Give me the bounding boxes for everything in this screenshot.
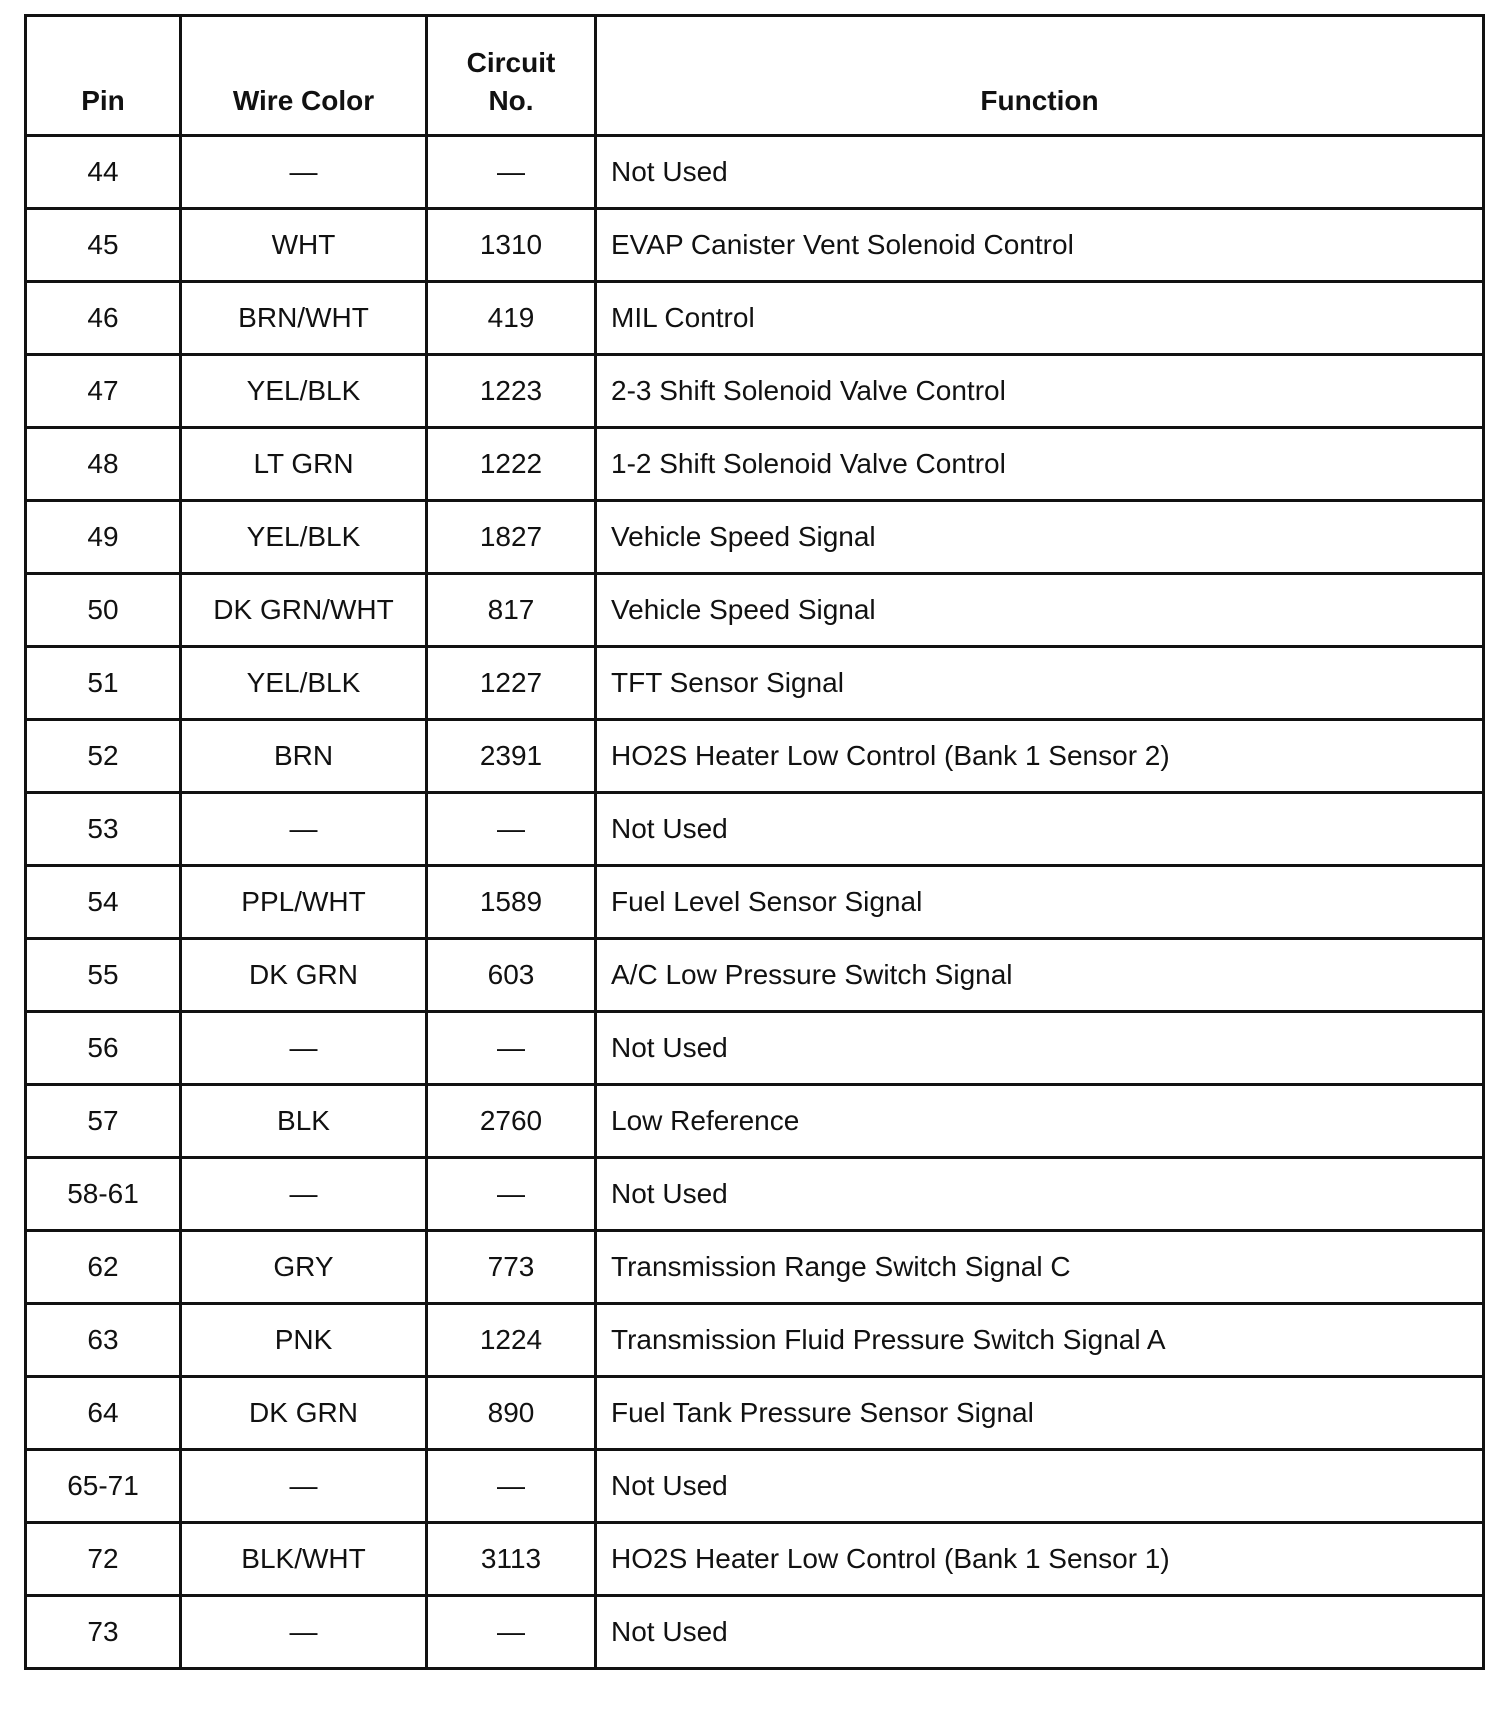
table-row [26,647,1484,720]
cell-circuit-no: 419 [427,282,596,355]
table-row [26,793,1484,866]
cell-circuit-no: 603 [427,939,596,1012]
cell-circuit-no: — [427,793,596,866]
cell-wire-color: DK GRN [181,939,427,1012]
cell-function: 1-2 Shift Solenoid Valve Control [596,428,1484,501]
cell-function: Fuel Tank Pressure Sensor Signal [596,1377,1484,1450]
cell-pin: 58-61 [26,1158,181,1231]
table-row [26,1596,1484,1669]
cell-pin: 53 [26,793,181,866]
cell-pin: 52 [26,720,181,793]
cell-function: MIL Control [596,282,1484,355]
table-row [26,720,1484,793]
cell-pin: 57 [26,1085,181,1158]
cell-wire-color: YEL/BLK [181,647,427,720]
cell-circuit-no: 3113 [427,1523,596,1596]
cell-function: EVAP Canister Vent Solenoid Control [596,209,1484,282]
pinout-table [24,14,1485,1670]
cell-pin: 46 [26,282,181,355]
cell-pin: 62 [26,1231,181,1304]
cell-circuit-no: 1224 [427,1304,596,1377]
header-pin: Pin [26,16,181,136]
cell-wire-color: PPL/WHT [181,866,427,939]
cell-pin: 49 [26,501,181,574]
cell-circuit-no: — [427,136,596,209]
cell-function: Not Used [596,793,1484,866]
cell-function: Not Used [596,1596,1484,1669]
table-row [26,1523,1484,1596]
cell-wire-color: BRN [181,720,427,793]
cell-wire-color: BRN/WHT [181,282,427,355]
cell-pin: 48 [26,428,181,501]
cell-wire-color: YEL/BLK [181,501,427,574]
cell-pin: 47 [26,355,181,428]
table-row [26,866,1484,939]
cell-wire-color: — [181,1450,427,1523]
cell-wire-color: — [181,1158,427,1231]
cell-function: Not Used [596,136,1484,209]
cell-circuit-no: — [427,1450,596,1523]
cell-pin: 65-71 [26,1450,181,1523]
cell-wire-color: DK GRN/WHT [181,574,427,647]
table-row [26,1450,1484,1523]
cell-pin: 54 [26,866,181,939]
header-circuit-no: Circuit No. [427,16,596,136]
cell-wire-color: PNK [181,1304,427,1377]
table-row [26,501,1484,574]
cell-wire-color: BLK [181,1085,427,1158]
cell-circuit-no: 2760 [427,1085,596,1158]
table-row [26,1304,1484,1377]
table-row [26,428,1484,501]
table-row [26,136,1484,209]
cell-function: A/C Low Pressure Switch Signal [596,939,1484,1012]
table-row [26,1085,1484,1158]
header-function: Function [596,16,1484,136]
cell-wire-color: — [181,1012,427,1085]
table-row [26,209,1484,282]
cell-pin: 55 [26,939,181,1012]
cell-circuit-no: — [427,1158,596,1231]
cell-function: Vehicle Speed Signal [596,501,1484,574]
cell-circuit-no: 817 [427,574,596,647]
cell-circuit-no: 1589 [427,866,596,939]
cell-circuit-no: 1310 [427,209,596,282]
table-row [26,282,1484,355]
cell-pin: 72 [26,1523,181,1596]
cell-function: Not Used [596,1158,1484,1231]
table-row [26,1012,1484,1085]
table-row [26,1231,1484,1304]
cell-wire-color: WHT [181,209,427,282]
cell-pin: 64 [26,1377,181,1450]
cell-wire-color: LT GRN [181,428,427,501]
cell-wire-color: — [181,136,427,209]
table-row [26,574,1484,647]
cell-circuit-no: 1223 [427,355,596,428]
cell-function: Not Used [596,1012,1484,1085]
cell-wire-color: BLK/WHT [181,1523,427,1596]
table-row [26,1377,1484,1450]
cell-function: Not Used [596,1450,1484,1523]
cell-pin: 44 [26,136,181,209]
header-wire-color: Wire Color [181,16,427,136]
cell-function: TFT Sensor Signal [596,647,1484,720]
table-row [26,1158,1484,1231]
cell-circuit-no: 773 [427,1231,596,1304]
cell-wire-color: — [181,1596,427,1669]
cell-pin: 45 [26,209,181,282]
cell-circuit-no: 2391 [427,720,596,793]
cell-circuit-no: — [427,1012,596,1085]
cell-function: Low Reference [596,1085,1484,1158]
cell-function: Fuel Level Sensor Signal [596,866,1484,939]
table-row [26,355,1484,428]
cell-circuit-no: 890 [427,1377,596,1450]
cell-circuit-no: — [427,1596,596,1669]
cell-function: HO2S Heater Low Control (Bank 1 Sensor 1) [596,1523,1484,1596]
cell-wire-color: YEL/BLK [181,355,427,428]
cell-pin: 63 [26,1304,181,1377]
cell-wire-color: — [181,793,427,866]
cell-pin: 56 [26,1012,181,1085]
table-row [26,939,1484,1012]
header-row [26,16,1484,136]
cell-wire-color: DK GRN [181,1377,427,1450]
cell-function: 2-3 Shift Solenoid Valve Control [596,355,1484,428]
cell-pin: 50 [26,574,181,647]
cell-pin: 73 [26,1596,181,1669]
cell-wire-color: GRY [181,1231,427,1304]
cell-function: Transmission Range Switch Signal C [596,1231,1484,1304]
cell-circuit-no: 1222 [427,428,596,501]
cell-function: Vehicle Speed Signal [596,574,1484,647]
cell-circuit-no: 1827 [427,501,596,574]
cell-function: Transmission Fluid Pressure Switch Signal A [596,1304,1484,1377]
cell-circuit-no: 1227 [427,647,596,720]
cell-function: HO2S Heater Low Control (Bank 1 Sensor 2) [596,720,1484,793]
cell-pin: 51 [26,647,181,720]
